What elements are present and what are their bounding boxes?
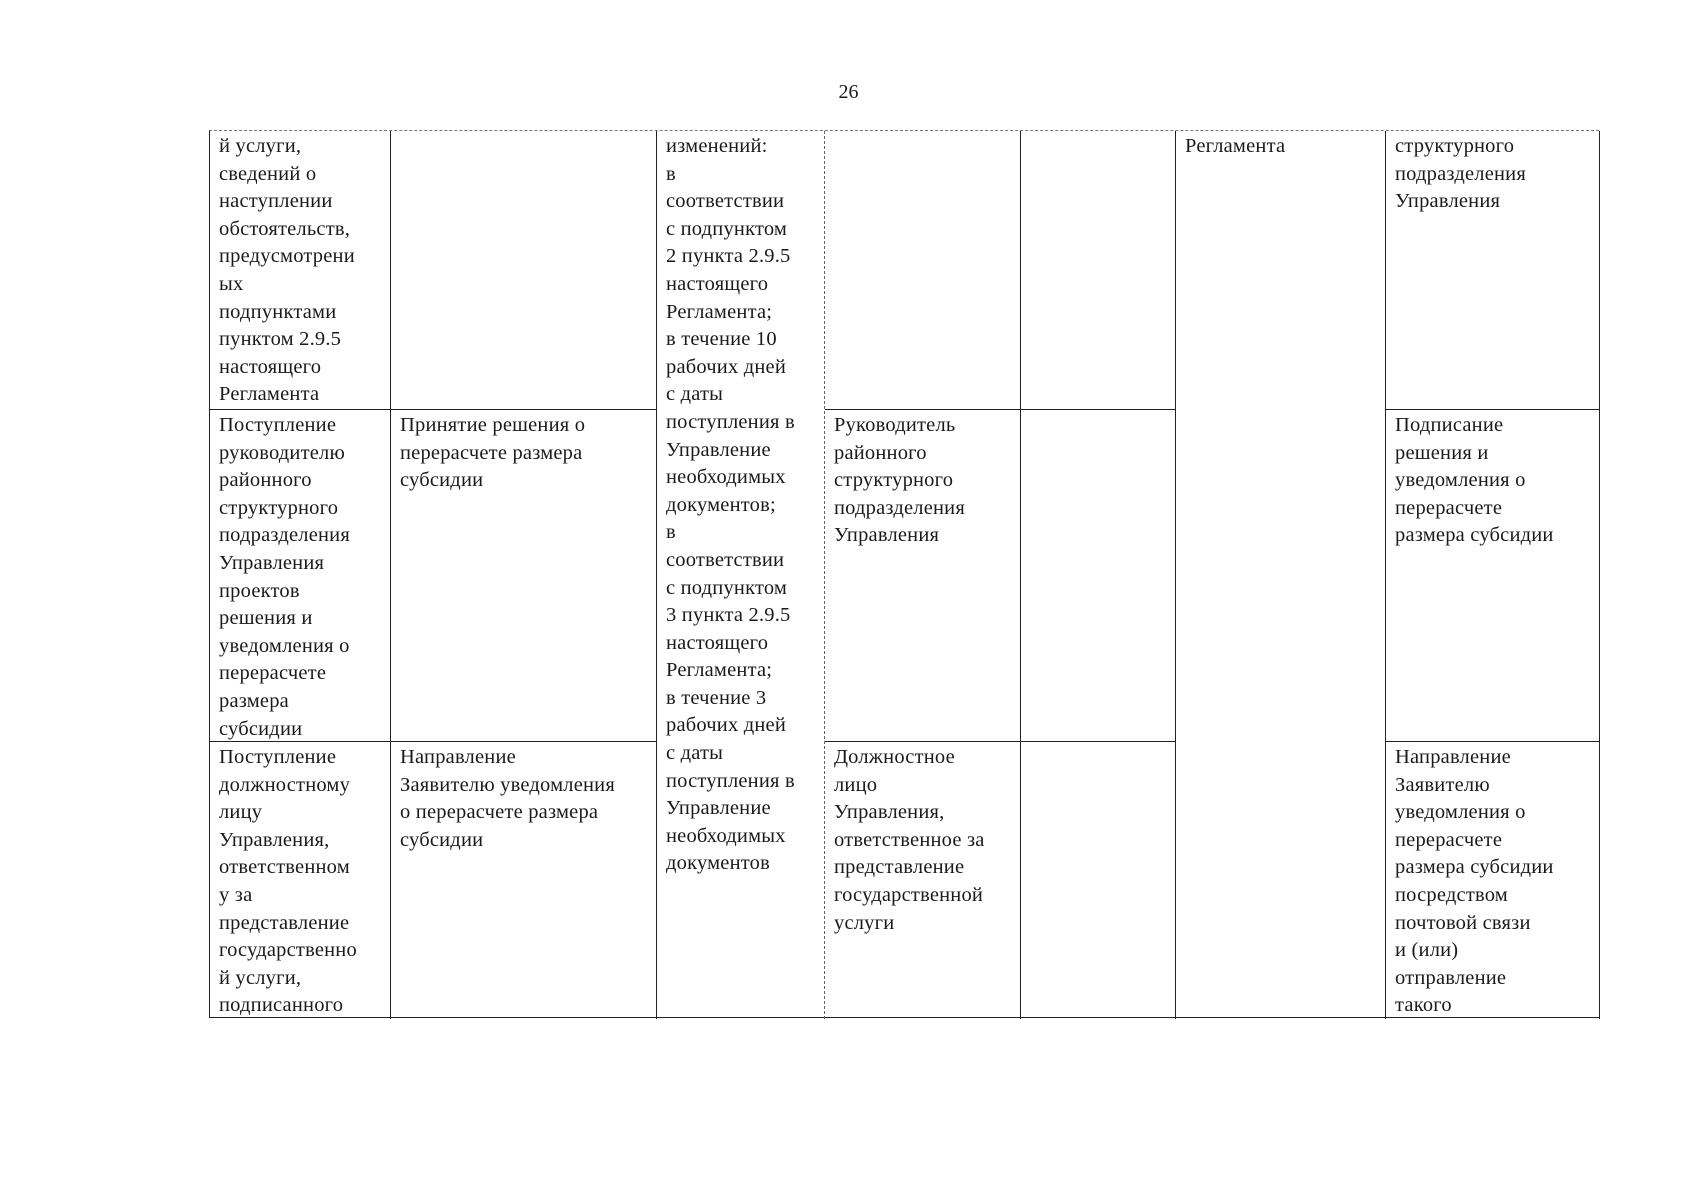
table-cell-r1-c2 — [391, 131, 657, 409]
procedure-table — [209, 130, 1599, 1018]
table-cell-r2-c4: Руководитель районного структурного подразделения Управления — [825, 409, 1021, 741]
page-number: 26 — [838, 81, 859, 103]
table-cell-r1-c7: структурного подразделения Управления — [1386, 131, 1600, 409]
table-cell-r3-c2: Направление Заявителю уведомления о перерасчете размера субсидии — [391, 741, 657, 1019]
table-cell-merged-c6: Регламента — [1176, 131, 1386, 1019]
table-cell-merged-c3: изменений: в соответствии с подпунктом 2 пункта 2.9.5 настоящего Регламента; в течение 10 рабочих дней с даты поступления в Управление необходимых документов; в соответствии с подпунктом 3 пункта 2.9.5 настоящего Регламента; в течение 3 рабочих дней с даты поступления в Управление необходимых документов — [657, 131, 825, 1019]
table-cell-r2-c2: Принятие решения о перерасчете размера субсидии — [391, 409, 657, 741]
table-cell-r2-c5 — [1021, 409, 1176, 741]
table-cell-r3-c4: Должностное лицо Управления, ответственное за представление государственной услуги — [825, 741, 1021, 1019]
table-cell-r3-c7: Направление Заявителю уведомления о перерасчете размера субсидии посредством почтовой связи и (или) отправление такого — [1386, 741, 1600, 1019]
table-cell-r2-c7: Подписание решения и уведомления о перерасчете размера субсидии — [1386, 409, 1600, 741]
table-cell-r3-c5 — [1021, 741, 1176, 1019]
table-cell-r1-c5 — [1021, 131, 1176, 409]
table-cell-r1-c1: й услуги, сведений о наступлении обстоятельств, предусмотрени ых подпунктами пунктом 2.9.5 настоящего Регламента — [210, 131, 391, 409]
table-cell-r3-c1: Поступление должностному лицу Управления, ответственном у за представление государственно й услуги, подписанного — [210, 741, 391, 1019]
table-cell-r2-c1: Поступление руководителю районного структурного подразделения Управления проектов решения и уведомления о перерасчете размера субсидии — [210, 409, 391, 741]
table-cell-r1-c4 — [825, 131, 1021, 409]
